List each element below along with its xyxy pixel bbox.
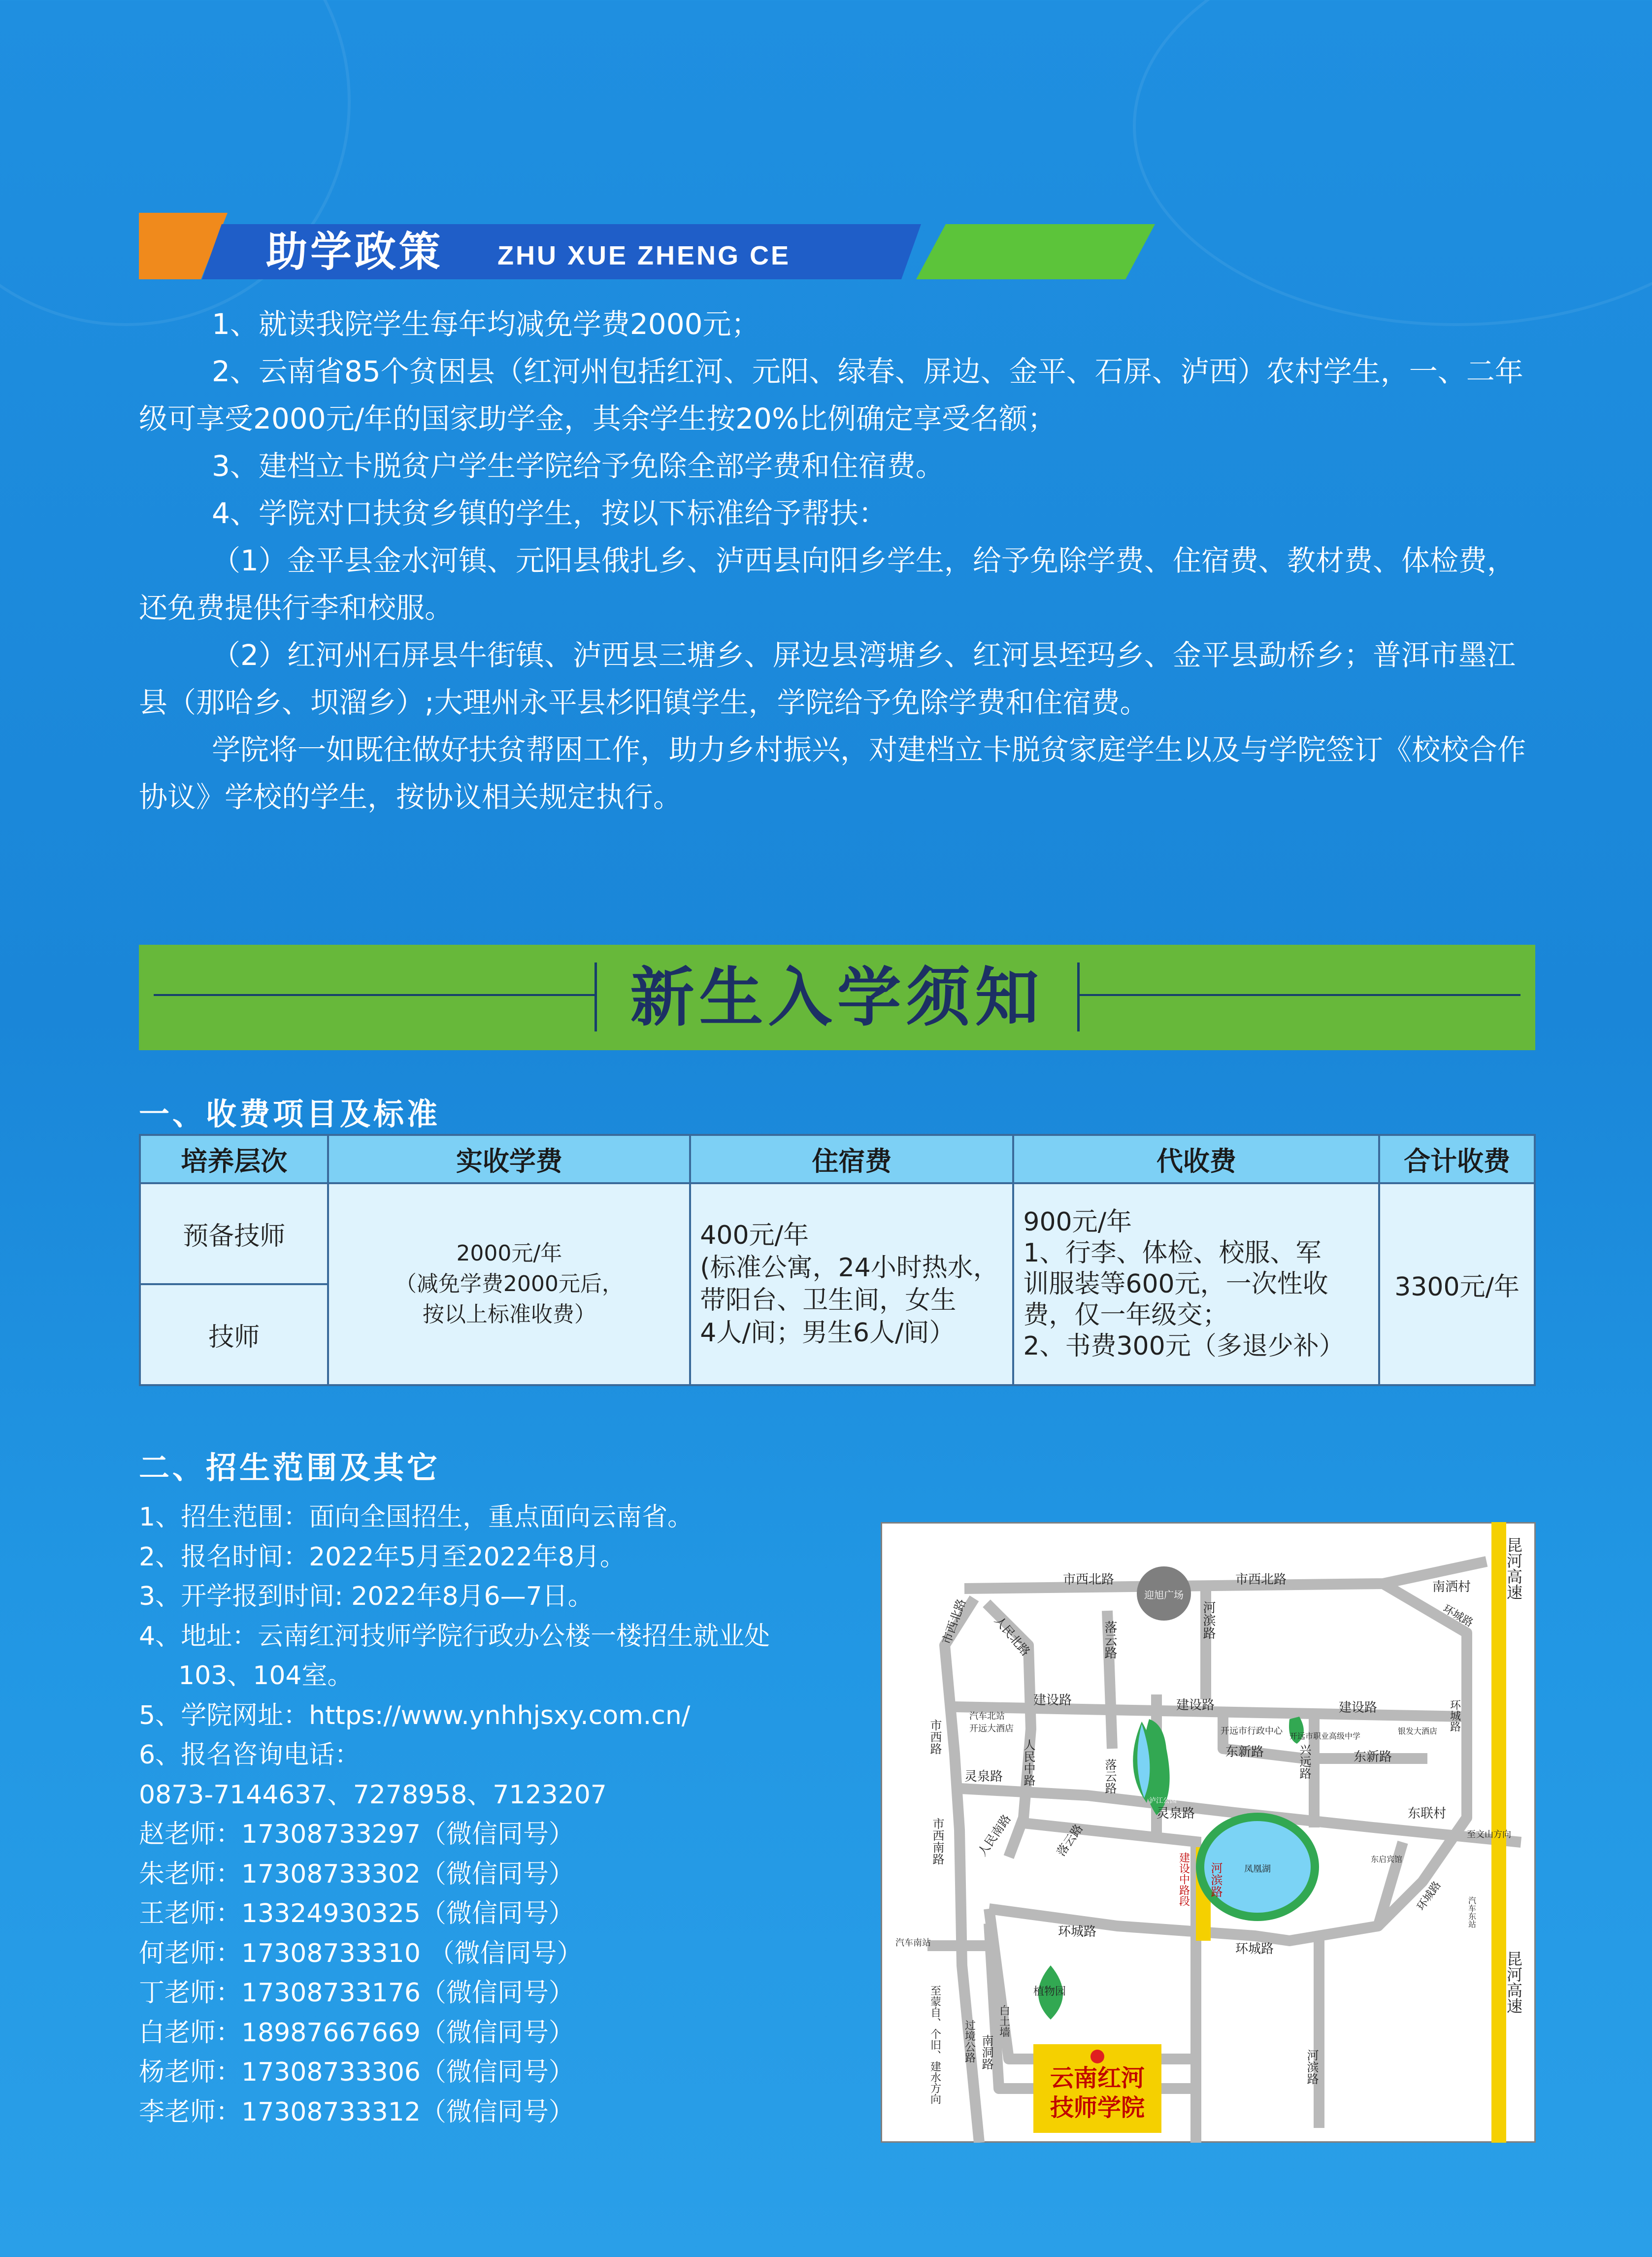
contact-line: 赵老师：17308733297（微信同号） bbox=[139, 1820, 574, 1849]
admission-banner bbox=[139, 945, 1535, 1050]
info-line: 2、报名时间：2022年5月至2022年8月。 bbox=[139, 1542, 626, 1572]
agency-line: 900元/年 bbox=[1023, 1207, 1132, 1237]
contact-line: 李老师：17308733312（微信同号） bbox=[139, 2097, 574, 2127]
header-cell: 住宿费 bbox=[690, 1135, 1013, 1183]
policy-item: 1、就读我院学生每年均减免学费2000元； bbox=[212, 307, 760, 341]
policy-title: 助学政策 bbox=[266, 227, 444, 276]
road-label: 南洞路 bbox=[980, 2034, 993, 2070]
policy-item: 2、云南省85个贫困县（红河州包括红河、元阳、绿春、屏边、金平、石屏、泸西）农村学生，一、二年级可享受2000元/年的国家助学金，其余学生按20%比例确定享受名额； bbox=[139, 355, 1523, 435]
policy-item: （2）红河州石屏县牛街镇、泸西县三塘乡、屏边县湾塘乡、红河县垤玛乡、金平县勐桥乡；普洱市墨江县（那哈乡、坝溜乡）;大理州永平县杉阳镇学生，学院给予免除学费和住宿费。 bbox=[139, 638, 1516, 719]
fee-table bbox=[139, 1134, 1536, 1386]
road-label: 建设路 bbox=[1339, 1700, 1378, 1715]
fee-table-header bbox=[140, 1135, 1535, 1183]
road-label: 市西南路 bbox=[930, 1818, 944, 1865]
tuition-line: （减免学费2000元后， bbox=[395, 1271, 624, 1296]
tuition-line: 按以上标准收费） bbox=[422, 1302, 596, 1327]
place-label: 南洒村 bbox=[1432, 1580, 1471, 1594]
road-label: 建设路 bbox=[1033, 1693, 1072, 1708]
agency-line: 训服装等600元，一次性收 bbox=[1023, 1269, 1328, 1299]
info-line: 3、开学报到时间: 2022年8月6—7日。 bbox=[139, 1582, 594, 1611]
total-cell: 3300元/年 bbox=[1379, 1183, 1535, 1385]
school-marker bbox=[1033, 2044, 1161, 2133]
agency-line: 1、行李、体检、校服、军 bbox=[1023, 1238, 1322, 1268]
lodging-line: (标准公寓，24小时热水， bbox=[700, 1253, 999, 1283]
road-label: 建设路 bbox=[1176, 1698, 1215, 1713]
road-label: 环城路 bbox=[1441, 1602, 1475, 1630]
place-label: 凤凰湖 bbox=[1244, 1864, 1271, 1874]
tuition-line: 2000元/年 bbox=[456, 1241, 562, 1266]
school-name-line: 云南红河 bbox=[1050, 2064, 1145, 2092]
map-svg bbox=[881, 1522, 1536, 2143]
policy-text bbox=[139, 300, 1533, 821]
lodging-line: 带阳台、卫生间，女生 bbox=[700, 1286, 957, 1315]
road-label: 市西北路 bbox=[1235, 1572, 1287, 1587]
road-label: 河滨路 bbox=[1209, 1862, 1222, 1897]
road-label: 落云路 bbox=[1102, 1621, 1117, 1659]
place-label: 东联村 bbox=[1408, 1806, 1447, 1821]
website-link[interactable]: 5、学院网址：https://www.ynhhjsxy.com.cn/ bbox=[139, 1700, 691, 1730]
table-row bbox=[140, 1183, 1535, 1284]
phone-line: 0873-7144637、7278958、7123207 bbox=[139, 1780, 607, 1810]
tuition-cell bbox=[328, 1183, 690, 1385]
policy-subtitle: ZHU XUE ZHENG CE bbox=[497, 241, 791, 270]
place-label: 东启宾馆 bbox=[1371, 1855, 1403, 1864]
place-label: 至蒙自、个旧、建水方向 bbox=[928, 1985, 941, 2104]
road-label: 昆河高速 bbox=[1504, 1537, 1523, 1600]
banner-green-block bbox=[916, 224, 1155, 279]
fee-heading: 一、收费项目及标准 bbox=[139, 1096, 441, 1132]
contact-line: 白老师：18987667669（微信同号） bbox=[139, 2018, 574, 2048]
policy-item: 4、学院对口扶贫乡镇的学生，按以下标准给予帮扶： bbox=[212, 497, 887, 530]
enrollment-info bbox=[139, 1497, 878, 2132]
place-label: 迎旭广场 bbox=[1144, 1589, 1184, 1601]
place-label: 开远大酒店 bbox=[969, 1724, 1014, 1734]
place-label: 泸江公园 bbox=[1149, 1797, 1177, 1805]
policy-item: 3、建档立卡脱贫户学生学院给予免除全部学费和住宿费。 bbox=[212, 449, 944, 483]
road-label: 人民中路 bbox=[1022, 1739, 1035, 1786]
road-label: 落云路 bbox=[1054, 1822, 1086, 1859]
place-label: 开远市职业高级中学 bbox=[1289, 1731, 1361, 1741]
header-cell: 代收费 bbox=[1013, 1135, 1379, 1183]
policy-item: （1）金平县金水河镇、元阳县俄扎乡、泸西县向阳乡学生，给予免除学费、住宿费、教材费、体检费，还免费提供行李和校服。 bbox=[139, 544, 1516, 625]
road-label: 建设中路段 bbox=[1177, 1852, 1190, 1906]
admission-title: 新生入学须知 bbox=[630, 960, 1044, 1035]
road-label: 河滨路 bbox=[1201, 1601, 1216, 1639]
road-label: 环城路 bbox=[1448, 1699, 1461, 1732]
level-cell: 预备技师 bbox=[140, 1183, 328, 1284]
contact-line: 丁老师：17308733176（微信同号） bbox=[139, 1978, 574, 2008]
contact-line: 杨老师：17308733306（微信同号） bbox=[139, 2058, 574, 2087]
place-label: 开远市行政中心 bbox=[1221, 1726, 1283, 1736]
school-name-line: 技师学院 bbox=[1050, 2094, 1145, 2122]
road-label: 环城路 bbox=[1415, 1879, 1444, 1913]
info-line: 1、招生范围：面向全国招生，重点面向云南省。 bbox=[139, 1502, 694, 1532]
agency-line: 费，仅一年级交； bbox=[1023, 1300, 1228, 1330]
place-label: 白土墙 bbox=[997, 2005, 1010, 2037]
location-map bbox=[881, 1522, 1536, 2143]
header-cell: 培养层次 bbox=[140, 1135, 328, 1183]
road-label: 人民南路 bbox=[975, 1812, 1014, 1859]
road-label: 河滨路 bbox=[1305, 2049, 1319, 2085]
place-label: 银发大酒店 bbox=[1398, 1726, 1438, 1736]
road-label: 兴远路 bbox=[1297, 1744, 1311, 1779]
road-label: 环城路 bbox=[1235, 1942, 1274, 1957]
place-label: 汽车南站 bbox=[895, 1938, 931, 1948]
road-label: 东新路 bbox=[1225, 1745, 1264, 1759]
road-label: 过境公路 bbox=[963, 2020, 976, 2063]
agency-line: 2、书费300元（多退少补） bbox=[1023, 1331, 1345, 1361]
road-label: 环城路 bbox=[1058, 1925, 1097, 1939]
header-cell: 合计收费 bbox=[1379, 1135, 1535, 1183]
road-label: 市西北路 bbox=[939, 1597, 969, 1647]
background-decoration bbox=[1133, 0, 1652, 326]
place-label: 汽车北站 bbox=[969, 1711, 1005, 1722]
road-label: 人民北路 bbox=[991, 1613, 1033, 1659]
info-line: 6、报名咨询电话： bbox=[139, 1740, 361, 1770]
road-label: 昆河高速 bbox=[1504, 1951, 1523, 2014]
contact-line: 王老师：13324930325（微信同号） bbox=[139, 1899, 574, 1928]
lodging-line: 4人/间；男生6人/间） bbox=[700, 1318, 955, 1348]
lodging-line: 400元/年 bbox=[700, 1221, 809, 1250]
enrollment-heading: 二、招生范围及其它 bbox=[139, 1450, 441, 1486]
place-label: 至文山方向 bbox=[1467, 1829, 1511, 1840]
road-label: 落云路 bbox=[1103, 1759, 1117, 1794]
road-label: 灵泉路 bbox=[1156, 1806, 1195, 1821]
header-cell: 实收学费 bbox=[328, 1135, 690, 1183]
road-label: 灵泉路 bbox=[964, 1769, 1003, 1784]
contact-line: 朱老师：17308733302（微信同号） bbox=[139, 1859, 574, 1889]
policy-item: 学院将一如既往做好扶贫帮困工作，助力乡村振兴，对建档立卡脱贫家庭学生以及与学院签订《校校合作协议》学校的学生，按协议相关规定执行。 bbox=[139, 733, 1526, 814]
place-label: 汽车东站 bbox=[1467, 1896, 1477, 1928]
info-line: 103、104室。 bbox=[178, 1661, 353, 1691]
level-cell: 技师 bbox=[140, 1284, 328, 1385]
road-label: 市西路 bbox=[928, 1719, 942, 1755]
lodging-cell bbox=[690, 1183, 1013, 1385]
road-label: 市西北路 bbox=[1063, 1572, 1115, 1587]
info-line: 4、地址：云南红河技师学院行政办公楼一楼招生就业处 bbox=[139, 1621, 770, 1651]
road-label: 东新路 bbox=[1354, 1750, 1392, 1764]
contact-line: 何老师：17308733310 （微信同号） bbox=[139, 1938, 583, 1968]
place-label: 植物园 bbox=[1033, 1986, 1066, 1998]
agency-cell bbox=[1013, 1183, 1379, 1385]
